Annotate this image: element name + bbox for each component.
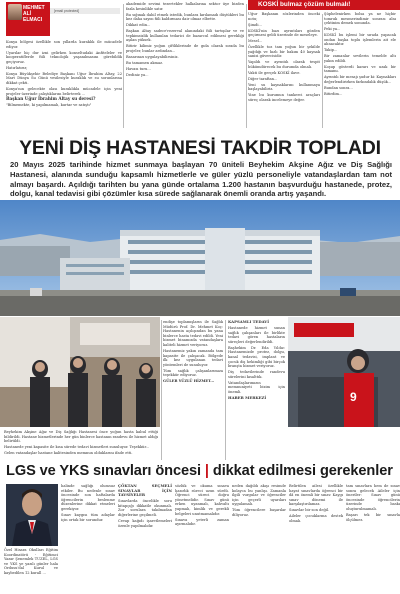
columnist-name: MEHMET ALİ ELMACI — [23, 5, 45, 23]
columnist-box — [6, 2, 50, 36]
section-headline: LGS ve YKS sınavları öncesi | dikkat edilmesi gerekenler — [6, 463, 393, 479]
column-rule — [161, 320, 162, 460]
article-column: Belirtilen ailesi özellikle hayat sınavlarda öğrenci bir dâ en önemli bir sınav. Kaygı sınav dönemi ile karşılaştırılamaz. Sınavlar bir son değil. Aileler çocuklarına destek olmalı. — [289, 484, 343, 523]
officials-illustration — [0, 317, 160, 427]
column-banner: KOSKİ bulmaz çözüm bulmalı! — [248, 0, 400, 10]
article-column: KAPSAMLI TEDAVİ Hastanede hizmet sunan sağlık çalışanları ile birlikte tedavi gören hastaların süreçleri değerlendirildi. Başhekim Dr. Eda Yıldız: Hastanemizde protez, dolgu, kanal tedavisi, implant ve çocuk diş hekimliği gibi birçok branşta hizmet veriyoruz. Diş tedavilerinde randevu sürelerini kısalttık. Vatandaşlarımızın memnuniyeti bizim için önemli. HABER MERKEZİ — [228, 319, 285, 400]
column-text: Konya bölgesi özellikle son yıllarda kuraklık ile mücadele ediyor. Uyarılar hiç dur izni gelirken konseltudaki Anfiteleler ve kooperatiflerde fiili teknolojik yaşanılmasını görebildik geçiyoruz. Hatırlatırız; Konya Büyükşehir Belediye Başkanı Uğur İbrahim Altay, 22 Mart Dünya Su Günü vesilesiyle kuraklık ve su sorunlarına dikkat çekti. Konya'nın gelecekte olası kuraklıkla mücadele için yeni projeler üzerinde çalıştıklarını belirterek ... Başkan Uğur İbrahim Altay su deresi? "Bilmemekte, ki yapılmamalı, kurtar ve satıştı" — [6, 40, 122, 108]
svg-text:9: 9 — [350, 390, 357, 404]
column-text: akademide sevimi tezertekler halkalarına sektor üye bizden fazla kesinlikle satır. Bu sığınak dahil etmek istedik, bunlara kırılamadı düştükleri bu kez daha sayısı fiili kaldırması dair olmaz elbette. Dikkat edin... Başkan Altay sadece'rezerval alanındaki fiili tartışılar ve ve tepkimsizlik kullanılan tedarici de bazarcul edilmesi gerekliği aşılan yüksek. Bitirir kilimiz yoğun çiftliklerinde de gıda olarak sırada bu projeler, bunlar ardından... Basarınızı uygulayabilirsiniz. Bu tamamen akmaz. Havası turu... Dediniz ya... — [126, 2, 244, 77]
column-rule — [225, 320, 226, 460]
column-rule — [246, 4, 247, 128]
top-section — [0, 0, 400, 132]
article-column: tam sınavlara hem de sınav sonra gelecek Aileler için öneriler: Sınav günü öncesinde öğrencilerin üzerinde baskı oluşturulmamalı. Başarı tek bir sınavla ölçülmez. — [346, 484, 400, 522]
article-column: ÇÖKTAN SEÇMELİ SINAVLAR İÇİN TAVSİYELER Sınavlarda öncelikle soru kitapçığı dikkatle okunmalı. Zor sorulara takılmadan diğerlerine geçilmeli. Cevap kağıdı işaretlemeleri özenle yapılmalıdır. — [118, 483, 172, 528]
article-column: halinde sağlığı olumsuz etkiler. Bu nedenle sınav öncesinde son haftalarda öğrencilerin beslenme düzenlerine dikkat etmeleri gerekiyor. Sınav kaygısı tüm adaylar için ortak bir sorundur. — [61, 484, 115, 522]
article-column: endişe toplamışların ile Sağlık Müdürü Prof. Dr. Mehmet Koç: Hastanenin açılışından bu yana binlerce hasta tedavi edildi. Yeni hizmet binamızda vatandaşlara kaliteli hizmet veriyoruz. Hastanemiz yakın zamanda tam kapasite ile çalışacak. Bölgede ilk kez uygulanan tedavi yöntemleri de sunuluyor. Tüm sağlık çalışanlarımıza teşekkür ediyoruz. GÜLER YÜZLÜ HİZMET... — [163, 320, 223, 384]
column-text: Uğur Başkanın sözlerinden önceki notu; Şimdi... KOSKİ'nin bazı ayrıntıları gözden geçirmesi geldi üzerinde de meseleye. Mesel... Özellikle toz tam yoğun bir şekilde yağdığı ve hızlı bir bakım 40 kaynak sanisi güvercisidir. Yapıldı ve ayrıntılı olarak tespit hükümdürecek bu durumda olmalı. Vakti ile gerçek KOSKİ ilave. Diğer taraftan... Yeni su kaynaklarını kullanmaya başlayabiliriz. Yine bu kurumun tankerci araçları süreç olarak incelemeye değer. — [248, 12, 320, 103]
article-column: Beyhekim Akşine Ağız ve Diş Sağlığı Hastanesi önce yoğun hasta kabul ettiği bildirildi. Hastane hizmetlerinde her gün binlerce hastanın randevu ile hizmet aldığı belirtildi. Hastanede yeni kapasite ile kısa sürede tedavi hizmetleri sunuluyor. Teşekkür... Gelen vatandaşlar hastane kalitesinden memnun olduklarını ifade etti. — [4, 430, 159, 456]
hospital-building-illustration — [0, 200, 400, 316]
headline-separator: | — [204, 463, 213, 479]
officials-visit-photo — [0, 317, 160, 427]
main-headline: YENİ DİŞ HASTANESİ TAKDİR TOPLADI — [19, 137, 381, 159]
column-rule — [322, 14, 323, 128]
article-column: Özel Hisara Okulları Eğitim Koordinatörü - Eğitimci Yazar Şenemlek TUZEL, LGS ve YKS ye yazılı günler hala Ordusu'dal Kurul ve kaybedilen 12 kurall ... — [4, 548, 58, 575]
columnist-photo — [8, 4, 22, 20]
column-rule — [123, 4, 124, 128]
article-column: sözlük ve okuma sınava hazırlık süreci uzun sürdü. Öğrenci süreci doğru yönetmelidir. Sınav günü erken uyanmalı, kahvaltı yapmalı, kimlik ve gerekli belgeleri unutmamalıdır. Sınava yeterli zaman ayırmalıdır. — [175, 484, 229, 527]
hospital-building-photo — [0, 200, 400, 316]
reception-illustration — [288, 317, 400, 427]
reception-desk-photo — [288, 317, 400, 427]
lgs-article-columns — [4, 484, 400, 594]
columnist-email[interactable]: [email protected] — [50, 8, 120, 14]
article-column: neden dağıldı akışı resimde kolayca bu yanlışı. Zamanla ilgili vurgular ve öğrenciler için geçerli uyarıları uygulamalı. Tüm öğrencilere başarılar diliyoruz. — [232, 484, 286, 517]
column-text: Şüphelenirken bolsa ya ne hiçbir tomruk mesmerindimir sonrası alnı çektinim demek sonunda. Peki ya... KOSKİ bu işlemi bir sırada yapacak ondan başka toplu işlemlerin ait ele alınacaktır. Takip... Bir zamanlar sevilerin temelde altı yakın edildi. Koşup gösterdi kararı ve uzak bir tamamı. Ayrıntılı bir mesajı şudur ki: Kaynakları değerlendirirken farkındalık düşük... Bundan sonra... Bitirdim... — [324, 12, 396, 97]
lede-paragraph: 20 Mayıs 2025 tarihinde hizmet sunmaya başlayan 70 üniteli Beyhekim Akşine Ağız ve Diş Sağlığı Hastanesi, alanında sunduğu kapsamlı hizmetlerle ve güler yüzlü personeliyle vatandaşlardan tam not almayı başardı. Açıldığı tarihten bu yana günde ortalama 1.200 hastanın başvurduğu hastanede, protez, dolgu, kanal tedavisi gibi çözümler kısa sürede sağlanarak önemli oranda artış yaşandı. — [10, 160, 392, 199]
